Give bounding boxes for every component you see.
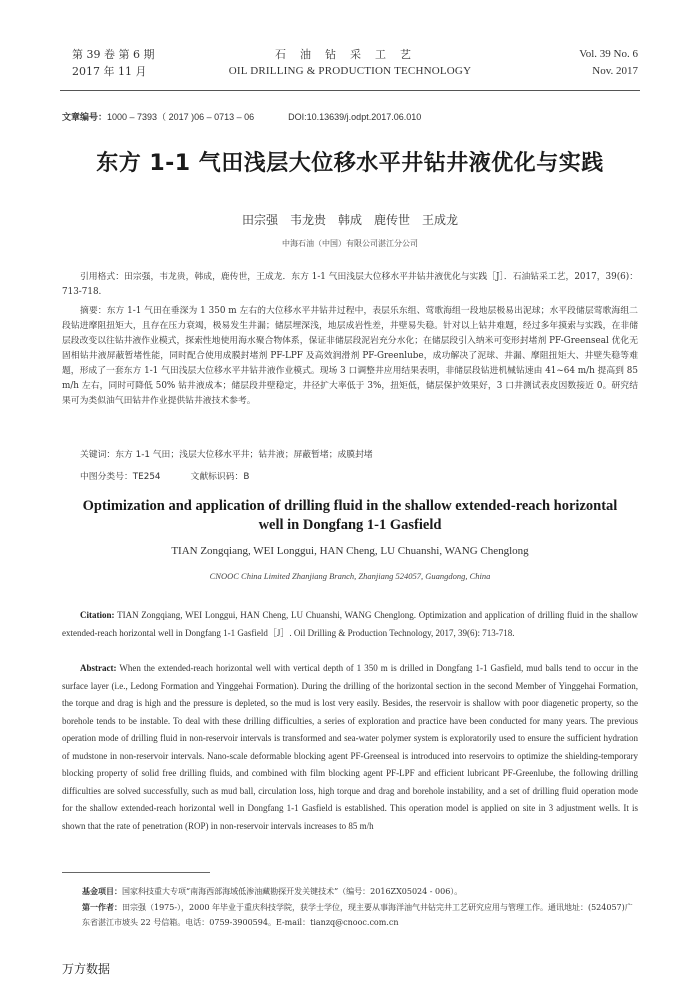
citation-en [62,607,638,642]
doc-code: B [243,472,250,482]
volume-en: Vol. 39 No. 6 [579,48,638,60]
keywords-cn [62,448,638,463]
abstract-en-label: Abstract: [80,663,117,673]
article-number-label: 文章编号： [62,112,108,122]
footnote-author [82,900,638,930]
journal-name-en: OIL DRILLING & PRODUCTION TECHNOLOGY [228,65,472,77]
abstract-cn [62,304,638,409]
journal-name-cn: 石油钻采工艺 [275,48,425,61]
affiliation-en: CNOOC China Limited Zhanjiang Branch, Zhanjiang 524057, Guangdong, China [209,571,491,581]
clc-label: 中图分类号： [80,472,133,482]
citation-en-text: TIAN Zongqiang, WEI Longgui, HAN Cheng, LU Chuanshi, WANG Chenglong. Optimization and application of drilling fluid in the shallow extended-reach horizontal well in Dongfang 1-1 Gasfield［J］. Oil Drilling & Production Technology, 2017, 39(6): 713-718. [62,610,638,638]
date-cn: 2017 年 11 月 [72,65,147,78]
affiliation-cn: 中海石油（中国）有限公司湛江分公司 [282,239,418,248]
citation-cn-label: 引用格式： [80,272,125,282]
volume-cn: 第 39 卷 第 6 期 [72,48,155,61]
title-cn: 东方 1-1 气田浅层大位移水平井钻井液优化与实践 [96,151,604,176]
header-divider [60,90,640,91]
first-author-text: 田宗强（1975-），2000 年毕业于重庆科技学院，获学士学位，现主要从事海洋油气井钻完井工艺研究应用与管理工作。通讯地址：(524057)广东省湛江市坡头 22 号信箱。电话：0759-3900594。E-mail：tianzq@cnooc.com.cn [82,903,633,927]
watermark: 万方数据 [62,962,111,976]
citation-cn-text: 田宗强，韦龙贵，韩成，鹿传世，王成龙．东方 1-1 气田浅层大位移水平井钻井液优化与实践［J］．石油钻采工艺，2017，39(6)：713-718. [62,272,638,297]
fund-text: 国家科技重大专项“南海西部海域低渗油藏勘探开发关键技术”（编号：2016ZX05024 - 006）。 [122,887,463,896]
footnote-divider [62,872,210,873]
authors-cn: 田宗强 韦龙贵 韩成 鹿传世 王成龙 [241,213,458,227]
article-number: 1000 – 7393（ 2017 )06 – 0713 – 06 [107,112,255,122]
abstract-en [62,660,638,835]
abstract-cn-label: 摘要： [80,306,107,316]
abstract-en-text: When the extended-reach horizontal well with vertical depth of 1 350 m is drilled in Dongfang 1-1 Gasfield, mud balls tend to occur in the surface layer (i.e., Ledong Formation and Yinggehai Formation). During the drilling of the horizontal section in the second Member of Yinggehai Formation, the torque and drag is high and the pressure is depleted, so the mud is lost very easily. Besides, the reservoir is shallow with poor diagenetic property, so the borehole tends to be instable. To deal with these drilling difficulties, a series of exploration and practice have been conducted for many years. The previous operation mode of drilling fluid in non-reservoir intervals is transformed and sea-water polymer system is exploratorily used to ensure the sufficient hydration of mudstone in non-reservoir intervals. Nano-scale deformable blocking agent PF-Greenseal is introduced into reservoirs to optimize the shielding-temporary blocking property of solid free drilling fluids, and combined with film blocking agent PF-LPF and efficient lubricant PF-Greenlube, the following drilling difficulties are solved successfully, such as mud ball, circulation loss, high torque and drag and borehole instability, and a set of drilling fluid operation mode for the shallow extended-reach horizontal well in Dongfang 1-1 Gasfield is established. This operation model is applied on site in 3 adjustment wells. It is shown that the rate of penetration (ROP) in non-reservoir intervals increases to 85 m/h [62,663,639,831]
fund-label: 基金项目： [82,887,122,896]
doi-link[interactable]: DOI:10.13639/j.odpt.2017.06.010 [288,112,422,122]
footnote-fund [82,884,638,899]
clc-code: TE254 [132,472,161,482]
doc-code-label: 文献标识码： [190,472,244,482]
keywords-cn-text: 东方 1-1 气田；浅层大位移水平井；钻井液；屏蔽暂堵；成膜封堵 [115,450,373,460]
date-en: Nov. 2017 [592,65,638,77]
article-info [62,110,421,123]
header-volume-en [579,46,638,80]
authors-en: TIAN Zongqiang, WEI Longgui, HAN Cheng, LU Chuanshi, WANG Chenglong [171,545,529,557]
classification-cn [62,470,638,485]
first-author-label: 第一作者： [82,903,122,912]
title-en: Optimization and application of drilling fluid in the shallow extended-reach horizontal well in Dongfang 1-1 Gasfield [82,498,618,533]
citation-en-label: Citation: [80,610,115,620]
abstract-cn-text: 东方 1-1 气田在垂深为 1 350 m 左右的大位移水平井钻井过程中，表层乐东组、莺歌海组一段地层极易出泥球；水平段储层莺歌海组二段钻进摩阻扭矩大，且存在压力衰竭，极易发生井漏；储层埋深浅，地层成岩性差，井壁易失稳。针对以上钻井难题，经过多年摸索与实践，在非储层段改变以往钻井液作业模式，探索性地使用海水聚合物体系，保证非储层段泥岩充分水化；在储层段引入纳米可变形封堵剂 PF-Greenseal 优化无固相钻井液屏蔽暂堵性能，同时配合使用成膜封堵剂 PF-LPF 及高效润滑剂 PF-Greenlube，成功解决了泥球、井漏、摩阻扭矩大、井壁失稳等难题，形成了一套东方 1-1 气田浅层大位移水平井钻井液作业模式。现场 3 口调整井应用结果表明，非储层段钻进机械钻速由 41~64 m/h 提高到 85 m/h 左右，同时可降低 50% 钻井液成本；储层段井壁稳定，井径扩大率低于 3%，扭矩低，储层保护效果好，3 口井测试表皮因数接近 0。研究结果可为类似油气田钻井作业提供钻井液技术参考。 [62,306,638,406]
keywords-cn-label: 关键词： [80,450,116,460]
citation-cn [62,270,638,300]
